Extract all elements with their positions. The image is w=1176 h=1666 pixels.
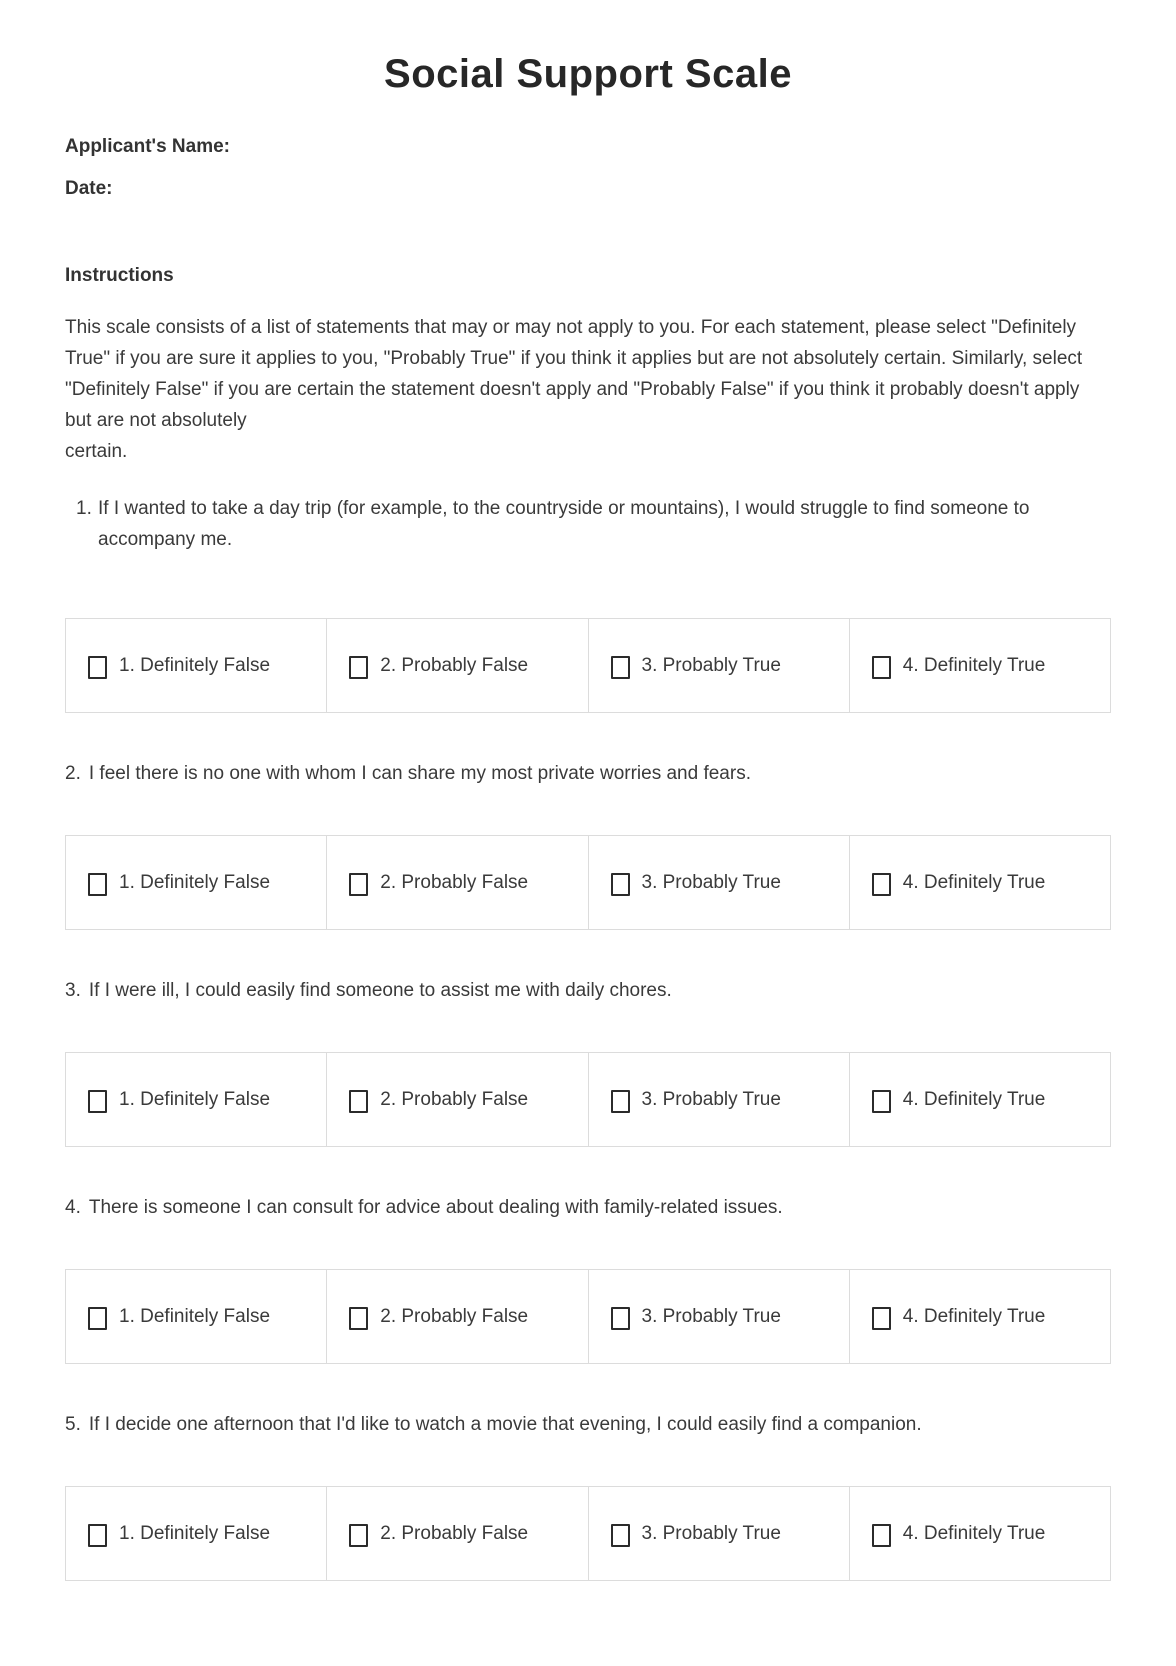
checkbox-icon[interactable] xyxy=(88,873,107,896)
option-label: 2. Probably False xyxy=(380,1088,529,1110)
page-title: Social Support Scale xyxy=(384,52,792,96)
option-label: 2. Probably False xyxy=(380,871,529,893)
checkbox-icon[interactable] xyxy=(88,1524,107,1547)
option-label: 4. Definitely True xyxy=(902,654,1046,676)
option-cell-definitely-true[interactable] xyxy=(850,1487,1110,1580)
question-statement: There is someone I can consult for advice about dealing with family-related issues. xyxy=(88,1197,783,1218)
option-cell-definitely-true[interactable] xyxy=(850,619,1110,712)
checkbox-icon[interactable] xyxy=(872,1524,891,1547)
option-cell-probably-false[interactable] xyxy=(327,836,588,929)
checkbox-icon[interactable] xyxy=(872,1090,891,1113)
instructions-heading: Instructions xyxy=(65,265,174,286)
option-cell-probably-false[interactable] xyxy=(327,1053,588,1146)
question-text xyxy=(65,1192,1111,1223)
instructions-text: This scale consists of a list of statements that may or may not apply to you. For each statement, please select "Definitely True" if you are sure it applies to you, "Probably True" if you think it applies but are not absolutely certain. Similarly, select "Definitely False" if you are certain the statement doesn't apply and "Probably False" if you think it probably doesn't apply but are not absolutely xyxy=(65,317,1083,431)
date-label: Date: xyxy=(65,178,113,199)
question-number: 1. xyxy=(76,498,92,519)
checkbox-icon[interactable] xyxy=(872,656,891,679)
question-statement: I feel there is no one with whom I can share my most private worries and fears. xyxy=(88,763,751,784)
option-label: 2. Probably False xyxy=(380,654,529,676)
instructions-text-last-line: certain. xyxy=(65,441,128,462)
applicant-name-label: Applicant's Name: xyxy=(65,136,230,157)
checkbox-icon[interactable] xyxy=(611,1307,630,1330)
option-cell-probably-false[interactable] xyxy=(327,619,588,712)
question-number: 4. xyxy=(65,1197,81,1218)
option-label: 3. Probably True xyxy=(641,1088,781,1110)
checkbox-icon[interactable] xyxy=(349,1307,368,1330)
question-number: 2. xyxy=(65,763,81,784)
question-statement: If I decide one afternoon that I'd like to watch a movie that evening, I could easily find a companion. xyxy=(88,1414,922,1435)
option-label: 1. Definitely False xyxy=(119,1522,271,1544)
option-label: 4. Definitely True xyxy=(902,871,1046,893)
option-label: 1. Definitely False xyxy=(119,1305,271,1327)
question-text xyxy=(65,1409,1111,1440)
option-label: 2. Probably False xyxy=(380,1522,529,1544)
checkbox-icon[interactable] xyxy=(872,1307,891,1330)
question-block xyxy=(65,758,1111,930)
question-text xyxy=(65,975,1111,1006)
option-label: 2. Probably False xyxy=(380,1305,529,1327)
checkbox-icon[interactable] xyxy=(349,1090,368,1113)
option-cell-probably-true[interactable] xyxy=(589,1053,850,1146)
option-label: 4. Definitely True xyxy=(902,1522,1046,1544)
option-label: 1. Definitely False xyxy=(119,871,271,893)
option-cell-probably-true[interactable] xyxy=(589,619,850,712)
question-statement: If I were ill, I could easily find someone to assist me with daily chores. xyxy=(88,980,672,1001)
option-cell-probably-false[interactable] xyxy=(327,1270,588,1363)
checkbox-icon[interactable] xyxy=(611,1090,630,1113)
option-cell-definitely-false[interactable] xyxy=(66,619,327,712)
option-cell-probably-true[interactable] xyxy=(589,1487,850,1580)
checkbox-icon[interactable] xyxy=(88,1307,107,1330)
questions-list xyxy=(65,493,1111,1581)
options-table xyxy=(65,618,1111,713)
option-cell-definitely-true[interactable] xyxy=(850,836,1110,929)
checkbox-icon[interactable] xyxy=(88,1090,107,1113)
options-table xyxy=(65,1486,1111,1581)
question-number: 3. xyxy=(65,980,81,1001)
question-block xyxy=(65,1192,1111,1364)
option-label: 3. Probably True xyxy=(641,654,781,676)
option-label: 3. Probably True xyxy=(641,1305,781,1327)
checkbox-icon[interactable] xyxy=(349,1524,368,1547)
option-cell-definitely-false[interactable] xyxy=(66,1270,327,1363)
option-label: 3. Probably True xyxy=(641,871,781,893)
checkbox-icon[interactable] xyxy=(88,656,107,679)
options-table xyxy=(65,835,1111,930)
checkbox-icon[interactable] xyxy=(611,873,630,896)
checkbox-icon[interactable] xyxy=(872,873,891,896)
option-cell-definitely-false[interactable] xyxy=(66,1053,327,1146)
question-text xyxy=(76,493,1111,555)
option-cell-probably-true[interactable] xyxy=(589,1270,850,1363)
option-cell-definitely-true[interactable] xyxy=(850,1053,1110,1146)
question-block xyxy=(65,1409,1111,1581)
question-number: 5. xyxy=(65,1414,81,1435)
option-label: 3. Probably True xyxy=(641,1522,781,1544)
options-table xyxy=(65,1269,1111,1364)
checkbox-icon[interactable] xyxy=(611,1524,630,1547)
option-cell-probably-true[interactable] xyxy=(589,836,850,929)
question-block xyxy=(65,975,1111,1147)
option-cell-definitely-false[interactable] xyxy=(66,836,327,929)
checkbox-icon[interactable] xyxy=(349,656,368,679)
option-label: 4. Definitely True xyxy=(902,1088,1046,1110)
option-label: 4. Definitely True xyxy=(902,1305,1046,1327)
question-statement: If I wanted to take a day trip (for example, to the countryside or mountains), I would struggle to find someone to accompany me. xyxy=(98,498,1030,550)
option-label: 1. Definitely False xyxy=(119,654,271,676)
option-cell-definitely-false[interactable] xyxy=(66,1487,327,1580)
option-cell-probably-false[interactable] xyxy=(327,1487,588,1580)
question-block xyxy=(65,493,1111,713)
option-cell-definitely-true[interactable] xyxy=(850,1270,1110,1363)
option-label: 1. Definitely False xyxy=(119,1088,271,1110)
question-text xyxy=(65,758,1111,789)
options-table xyxy=(65,1052,1111,1147)
checkbox-icon[interactable] xyxy=(611,656,630,679)
checkbox-icon[interactable] xyxy=(349,873,368,896)
instructions-body xyxy=(65,312,1111,467)
